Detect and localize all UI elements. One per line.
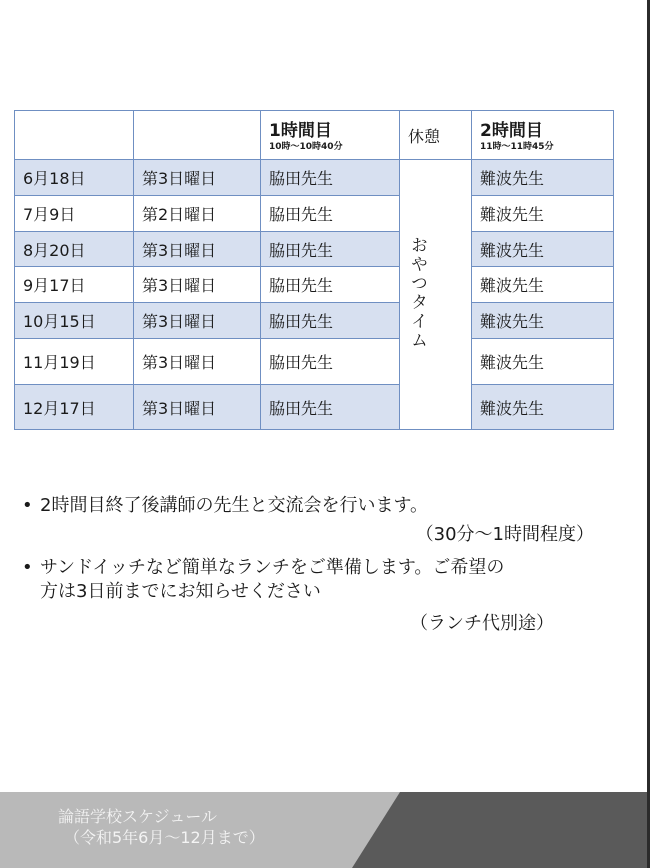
- footer-title: 論語学校スケジュール: [58, 807, 218, 826]
- break-text: おやつタイム: [407, 235, 427, 350]
- row-teacher-2: 難波先生: [472, 196, 614, 232]
- note-item: [20, 494, 620, 518]
- row-teacher-2: 難波先生: [472, 267, 614, 303]
- row-week: 第3日曜日: [134, 385, 261, 430]
- footer-subtitle: （令和5年6月～12月まで）: [64, 828, 265, 847]
- row-date: 8月20日: [15, 232, 134, 267]
- row-date: 11月19日: [15, 339, 134, 385]
- row-date: 10月15日: [15, 303, 134, 339]
- row-week: 第3日曜日: [134, 232, 261, 267]
- period-1-time: 10時～10時40分: [269, 142, 343, 152]
- note-item: [20, 556, 620, 604]
- note-detail: （ランチ代別途）: [410, 613, 554, 634]
- row-teacher-1: 脇田先生: [261, 232, 400, 267]
- note-text-line-1: サンドイッチなど簡単なランチをご準備します。ご希望の: [40, 557, 505, 578]
- period-1-title: 1時間目: [269, 121, 332, 141]
- row-week: 第3日曜日: [134, 267, 261, 303]
- row-teacher-2: 難波先生: [472, 339, 614, 385]
- row-week: 第2日曜日: [134, 196, 261, 232]
- table-row: [15, 339, 614, 385]
- table-row: [15, 232, 614, 267]
- row-teacher-1: 脇田先生: [261, 385, 400, 430]
- period-2-title: 2時間目: [480, 121, 543, 141]
- row-date: 7月9日: [15, 196, 134, 232]
- table-row: [15, 160, 614, 196]
- period-2-time: 11時～11時45分: [480, 142, 554, 152]
- notes-section: [20, 494, 620, 636]
- table-header-row: [15, 111, 614, 160]
- row-teacher-2: 難波先生: [472, 385, 614, 430]
- header-date: [15, 111, 134, 160]
- header-week: [134, 111, 261, 160]
- row-date: 9月17日: [15, 267, 134, 303]
- table-row: [15, 196, 614, 232]
- row-teacher-2: 難波先生: [472, 303, 614, 339]
- break-cell: [400, 160, 472, 430]
- header-break: 休憩: [400, 111, 472, 160]
- row-week: 第3日曜日: [134, 339, 261, 385]
- schedule-table: [14, 110, 614, 430]
- table-row: [15, 385, 614, 430]
- row-teacher-1: 脇田先生: [261, 303, 400, 339]
- bullet-icon: •: [22, 495, 33, 516]
- row-week: 第3日曜日: [134, 303, 261, 339]
- row-date: 12月17日: [15, 385, 134, 430]
- row-teacher-2: 難波先生: [472, 160, 614, 196]
- bullet-icon: •: [22, 557, 33, 578]
- note-detail: （30分～1時間程度）: [415, 524, 594, 545]
- row-teacher-1: 脇田先生: [261, 196, 400, 232]
- row-week: 第3日曜日: [134, 160, 261, 196]
- note-text-line-2: 方は3日前までにお知らせください: [40, 581, 321, 602]
- row-teacher-1: 脇田先生: [261, 160, 400, 196]
- note-text: 2時間目終了後講師の先生と交流会を行います。: [40, 495, 429, 516]
- table-row: [15, 303, 614, 339]
- header-period-2: [472, 111, 614, 160]
- row-teacher-2: 難波先生: [472, 232, 614, 267]
- row-date: 6月18日: [15, 160, 134, 196]
- header-period-1: [261, 111, 400, 160]
- table-row: [15, 267, 614, 303]
- row-teacher-1: 脇田先生: [261, 339, 400, 385]
- row-teacher-1: 脇田先生: [261, 267, 400, 303]
